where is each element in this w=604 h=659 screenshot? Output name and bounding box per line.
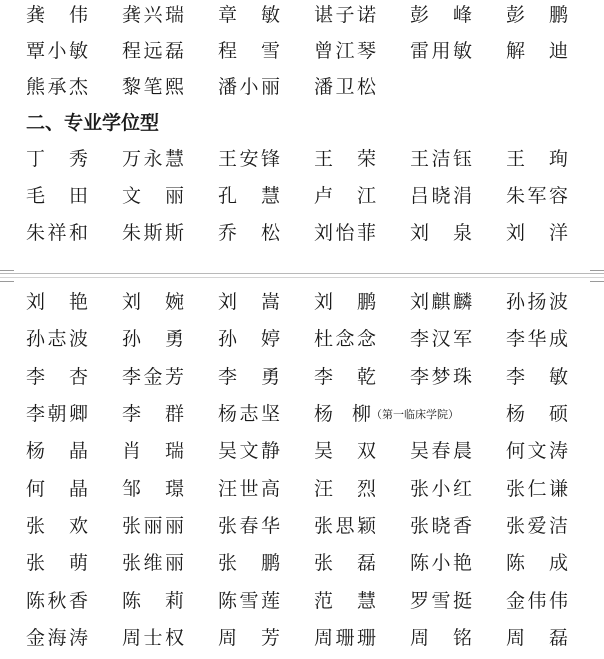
name-cell: 程远磊 bbox=[122, 40, 184, 62]
name-row bbox=[0, 36, 604, 66]
page-break-line bbox=[0, 277, 604, 278]
name-cell: 刘 鹏 bbox=[314, 291, 376, 313]
name-cell: 龚兴瑞 bbox=[122, 4, 184, 26]
name-cell: 熊承杰 bbox=[26, 76, 88, 98]
name-cell: 刘麒麟 bbox=[410, 291, 472, 313]
affiliation-note: （第一临床学院） bbox=[371, 408, 460, 421]
name-cell: 李朝卿 bbox=[26, 403, 88, 425]
name-cell: 李 杏 bbox=[26, 366, 88, 388]
name-cell: 章 敏 bbox=[218, 4, 280, 26]
name-cell: 丁 秀 bbox=[26, 148, 88, 170]
name-cell: 朱祥和 bbox=[26, 222, 88, 244]
name-cell: 汪 烈 bbox=[314, 478, 376, 500]
name-cell: 吕晓涓 bbox=[410, 185, 472, 207]
name-cell: 陈小艳 bbox=[410, 552, 472, 574]
section-heading: 二、专业学位型 bbox=[26, 112, 160, 134]
name-cell: 黎笔熙 bbox=[122, 76, 184, 98]
name-cell: 乔 松 bbox=[218, 222, 280, 244]
name-cell: 李华成 bbox=[506, 328, 568, 350]
name-row bbox=[0, 144, 604, 174]
name-cell: 刘 泉 bbox=[410, 222, 472, 244]
name-cell: 孙扬波 bbox=[506, 291, 568, 313]
name-cell: 周 铭 bbox=[410, 627, 472, 649]
name-cell: 朱军容 bbox=[506, 185, 568, 207]
name-cell: 汪世高 bbox=[218, 478, 280, 500]
name-cell: 张 鹏 bbox=[218, 552, 280, 574]
name-cell: 吴春晨 bbox=[410, 440, 472, 462]
name-cell: 王 珣 bbox=[506, 148, 568, 170]
name-cell: 邹 璟 bbox=[122, 478, 184, 500]
name-cell: 陈雪莲 bbox=[218, 590, 280, 612]
name-cell: 潘小丽 bbox=[218, 76, 280, 98]
name-cell: 彭 峰 bbox=[410, 4, 472, 26]
name-row bbox=[0, 399, 604, 429]
page-break-left-marker bbox=[0, 270, 14, 282]
name-cell: 王 荣 bbox=[314, 148, 376, 170]
name-cell: 张春华 bbox=[218, 515, 280, 537]
name-cell-annotated bbox=[314, 399, 494, 429]
name-cell: 何文涛 bbox=[506, 440, 568, 462]
name-cell: 王洁钰 bbox=[410, 148, 472, 170]
name-cell: 张 欢 bbox=[26, 515, 88, 537]
name-row bbox=[0, 324, 604, 354]
name-row bbox=[0, 586, 604, 616]
name-cell: 张仁谦 bbox=[506, 478, 568, 500]
name-cell: 张爱洁 bbox=[506, 515, 568, 537]
name-cell: 金海涛 bbox=[26, 627, 88, 649]
page-break bbox=[0, 270, 604, 280]
name-cell: 李 群 bbox=[122, 403, 184, 425]
name-cell: 杨 晶 bbox=[26, 440, 88, 462]
name-cell: 张晓香 bbox=[410, 515, 472, 537]
name-row bbox=[0, 0, 604, 30]
name-cell: 孙 婷 bbox=[218, 328, 280, 350]
name-cell: 解 迪 bbox=[506, 40, 568, 62]
name-row bbox=[0, 436, 604, 466]
name-cell: 杨 硕 bbox=[506, 403, 568, 425]
name-cell: 孔 慧 bbox=[218, 185, 280, 207]
name-cell: 孙 勇 bbox=[122, 328, 184, 350]
name-row bbox=[0, 72, 604, 102]
name-cell: 吴文静 bbox=[218, 440, 280, 462]
name-cell: 刘怡菲 bbox=[314, 222, 376, 244]
name-cell: 李 勇 bbox=[218, 366, 280, 388]
name-row bbox=[0, 181, 604, 211]
page-break-line bbox=[0, 273, 604, 274]
name-cell: 陈秋香 bbox=[26, 590, 88, 612]
name-cell: 张思颖 bbox=[314, 515, 376, 537]
name-cell: 吴 双 bbox=[314, 440, 376, 462]
name-cell: 谌子诺 bbox=[314, 4, 376, 26]
name-cell: 曾江琴 bbox=[314, 40, 376, 62]
name-cell: 覃小敏 bbox=[26, 40, 88, 62]
name-cell: 李 敏 bbox=[506, 366, 568, 388]
name-cell: 张 磊 bbox=[314, 552, 376, 574]
name-cell: 龚 伟 bbox=[26, 4, 88, 26]
name-cell: 肖 瑞 bbox=[122, 440, 184, 462]
name-cell: 杜念念 bbox=[314, 328, 376, 350]
name-row bbox=[0, 287, 604, 317]
name-cell: 程 雪 bbox=[218, 40, 280, 62]
name-cell: 彭 鹏 bbox=[506, 4, 568, 26]
name-cell: 张丽丽 bbox=[122, 515, 184, 537]
name-cell: 李汉军 bbox=[410, 328, 472, 350]
name-cell: 刘 洋 bbox=[506, 222, 568, 244]
name-cell: 雷用敏 bbox=[410, 40, 472, 62]
name-cell: 李金芳 bbox=[122, 366, 184, 388]
name-cell: 金伟伟 bbox=[506, 590, 568, 612]
name-cell: 陈 成 bbox=[506, 552, 568, 574]
name-cell: 周珊珊 bbox=[314, 627, 376, 649]
name-cell: 张小红 bbox=[410, 478, 472, 500]
name-row bbox=[0, 218, 604, 248]
name-cell: 周 芳 bbox=[218, 627, 280, 649]
name-cell: 李 乾 bbox=[314, 366, 376, 388]
name-cell: 周士权 bbox=[122, 627, 184, 649]
name-cell: 李梦珠 bbox=[410, 366, 472, 388]
name-cell: 卢 江 bbox=[314, 185, 376, 207]
name-cell: 范 慧 bbox=[314, 590, 376, 612]
name-cell: 朱斯斯 bbox=[122, 222, 184, 244]
name-cell: 罗雪挺 bbox=[410, 590, 472, 612]
name-cell: 杨 柳 bbox=[314, 403, 372, 425]
name-cell: 刘 嵩 bbox=[218, 291, 280, 313]
page-break-right-marker bbox=[590, 270, 604, 282]
name-row bbox=[0, 362, 604, 392]
name-cell: 张维丽 bbox=[122, 552, 184, 574]
name-cell: 何 晶 bbox=[26, 478, 88, 500]
name-cell: 刘 婉 bbox=[122, 291, 184, 313]
name-row bbox=[0, 474, 604, 504]
name-row bbox=[0, 548, 604, 578]
name-cell: 万永慧 bbox=[122, 148, 184, 170]
name-cell: 王安锋 bbox=[218, 148, 280, 170]
name-row bbox=[0, 511, 604, 541]
name-cell: 张 萌 bbox=[26, 552, 88, 574]
name-cell: 陈 莉 bbox=[122, 590, 184, 612]
name-row bbox=[0, 623, 604, 653]
name-cell: 杨志坚 bbox=[218, 403, 280, 425]
name-cell: 毛 田 bbox=[26, 185, 88, 207]
name-cell: 刘 艳 bbox=[26, 291, 88, 313]
name-cell: 潘卫松 bbox=[314, 76, 376, 98]
name-cell: 周 磊 bbox=[506, 627, 568, 649]
name-cell: 文 丽 bbox=[122, 185, 184, 207]
name-cell: 孙志波 bbox=[26, 328, 88, 350]
